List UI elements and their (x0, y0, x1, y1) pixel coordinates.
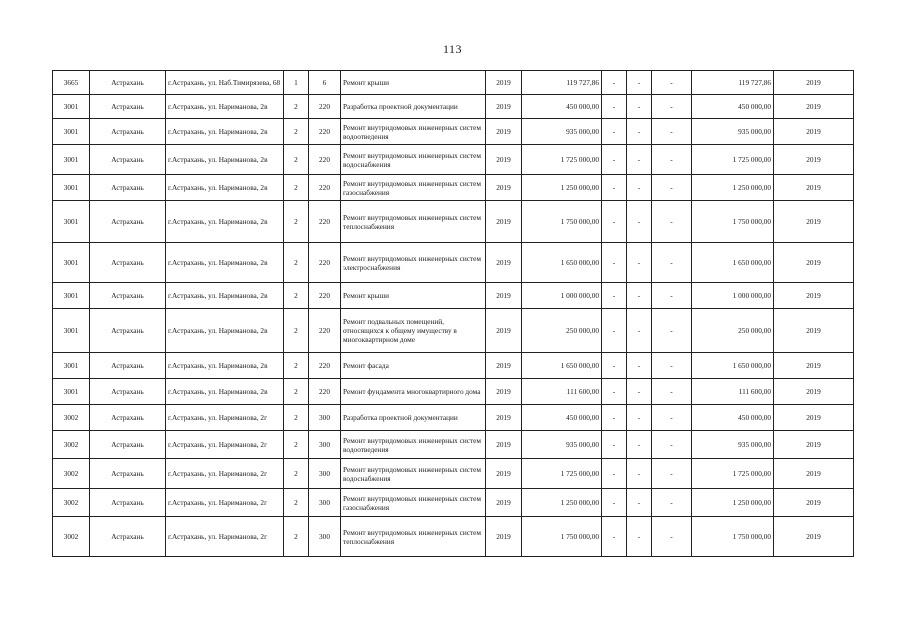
row-fund-b: - (627, 95, 652, 119)
repair-program-table (52, 70, 854, 557)
row-year-start: 2019 (486, 119, 522, 145)
row-year-start: 2019 (486, 283, 522, 309)
row-address: г.Астрахань, ул. Нариманова, 2в (166, 145, 284, 175)
row-work-type: Ремонт подвальных помещений, относящихся к общему имуществу в многоквартирном доме (341, 309, 486, 353)
table-row (53, 517, 854, 557)
table-row (53, 95, 854, 119)
row-year-end: 2019 (774, 309, 854, 353)
table-row (53, 175, 854, 201)
row-cost: 1 650 000,00 (522, 353, 602, 379)
row-fund-b: - (627, 353, 652, 379)
row-cost: 1 250 000,00 (522, 175, 602, 201)
row-owners-funds: 1 000 000,00 (692, 283, 774, 309)
row-fund-b: - (627, 145, 652, 175)
row-fund-b: - (627, 309, 652, 353)
row-year-start: 2019 (486, 71, 522, 95)
row-floors: 2 (284, 95, 309, 119)
row-fund-a: - (602, 175, 627, 201)
row-fund-a: - (602, 489, 627, 517)
row-city: Астрахань (90, 71, 166, 95)
row-year-end: 2019 (774, 405, 854, 431)
row-fund-a: - (602, 201, 627, 243)
table-row (53, 243, 854, 283)
row-entrances: 300 (309, 459, 341, 489)
row-year-end: 2019 (774, 95, 854, 119)
row-fund-c: - (652, 353, 692, 379)
row-fund-c: - (652, 145, 692, 175)
row-fund-b: - (627, 201, 652, 243)
row-address: г.Астрахань, ул. Нариманова, 2г (166, 517, 284, 557)
row-id: 3001 (53, 95, 90, 119)
row-fund-b: - (627, 489, 652, 517)
row-city: Астрахань (90, 145, 166, 175)
row-fund-c: - (652, 431, 692, 459)
row-fund-b: - (627, 379, 652, 405)
row-work-type: Ремонт крыши (341, 283, 486, 309)
row-cost: 935 000,00 (522, 119, 602, 145)
row-address: г.Астрахань, ул. Нариманова, 2в (166, 201, 284, 243)
row-id: 3002 (53, 517, 90, 557)
row-work-type: Ремонт внутридомовых инженерных систем газоснабжения (341, 175, 486, 201)
row-entrances: 300 (309, 489, 341, 517)
row-id: 3002 (53, 405, 90, 431)
row-cost: 119 727,86 (522, 71, 602, 95)
row-work-type: Ремонт внутридомовых инженерных систем водоотведения (341, 431, 486, 459)
row-address: г.Астрахань, ул. Нариманова, 2г (166, 431, 284, 459)
row-entrances: 220 (309, 379, 341, 405)
row-fund-a: - (602, 379, 627, 405)
row-cost: 1 650 000,00 (522, 243, 602, 283)
row-fund-c: - (652, 309, 692, 353)
row-fund-b: - (627, 283, 652, 309)
row-owners-funds: 111 600,00 (692, 379, 774, 405)
row-entrances: 220 (309, 309, 341, 353)
row-fund-a: - (602, 95, 627, 119)
row-year-end: 2019 (774, 489, 854, 517)
row-entrances: 220 (309, 145, 341, 175)
row-floors: 2 (284, 201, 309, 243)
row-floors: 2 (284, 431, 309, 459)
row-floors: 2 (284, 459, 309, 489)
row-fund-b: - (627, 405, 652, 431)
table-row (53, 283, 854, 309)
row-id: 3001 (53, 175, 90, 201)
row-year-start: 2019 (486, 95, 522, 119)
row-fund-a: - (602, 283, 627, 309)
row-fund-c: - (652, 175, 692, 201)
row-year-start: 2019 (486, 175, 522, 201)
row-year-end: 2019 (774, 379, 854, 405)
row-work-type: Ремонт внутридомовых инженерных систем теплоснабжения (341, 201, 486, 243)
row-fund-c: - (652, 517, 692, 557)
row-floors: 2 (284, 243, 309, 283)
table-row (53, 71, 854, 95)
table-row (53, 405, 854, 431)
row-city: Астрахань (90, 243, 166, 283)
row-entrances: 220 (309, 95, 341, 119)
row-address: г.Астрахань, ул. Нариманова, 2в (166, 243, 284, 283)
row-fund-a: - (602, 71, 627, 95)
row-year-start: 2019 (486, 459, 522, 489)
row-work-type: Ремонт фасада (341, 353, 486, 379)
row-floors: 2 (284, 119, 309, 145)
row-year-start: 2019 (486, 309, 522, 353)
row-cost: 1 750 000,00 (522, 517, 602, 557)
row-id: 3002 (53, 489, 90, 517)
row-entrances: 300 (309, 431, 341, 459)
row-owners-funds: 935 000,00 (692, 119, 774, 145)
row-fund-b: - (627, 243, 652, 283)
page-number: 113 (442, 42, 463, 56)
row-address: г.Астрахань, ул. Нариманова, 2в (166, 119, 284, 145)
row-cost: 1 725 000,00 (522, 459, 602, 489)
table-row (53, 379, 854, 405)
row-address: г.Астрахань, ул. Нариманова, 2в (166, 309, 284, 353)
row-city: Астрахань (90, 405, 166, 431)
row-city: Астрахань (90, 95, 166, 119)
row-work-type: Разработка проектной документации (341, 95, 486, 119)
row-year-start: 2019 (486, 405, 522, 431)
row-cost: 1 000 000,00 (522, 283, 602, 309)
row-entrances: 220 (309, 119, 341, 145)
row-city: Астрахань (90, 489, 166, 517)
row-work-type: Ремонт внутридомовых инженерных систем водоснабжения (341, 145, 486, 175)
row-entrances: 220 (309, 243, 341, 283)
row-id: 3001 (53, 309, 90, 353)
row-city: Астрахань (90, 175, 166, 201)
row-owners-funds: 1 750 000,00 (692, 517, 774, 557)
row-year-start: 2019 (486, 201, 522, 243)
row-fund-a: - (602, 243, 627, 283)
row-work-type: Ремонт внутридомовых инженерных систем теплоснабжения (341, 517, 486, 557)
row-year-end: 2019 (774, 283, 854, 309)
row-city: Астрахань (90, 379, 166, 405)
row-work-type: Ремонт внутридомовых инженерных систем электроснабжения (341, 243, 486, 283)
table-row (53, 145, 854, 175)
table-row (53, 353, 854, 379)
row-work-type: Ремонт крыши (341, 71, 486, 95)
row-owners-funds: 1 650 000,00 (692, 243, 774, 283)
row-address: г.Астрахань, ул. Нариманова, 2г (166, 489, 284, 517)
row-year-start: 2019 (486, 379, 522, 405)
row-entrances: 6 (309, 71, 341, 95)
row-fund-c: - (652, 119, 692, 145)
row-cost: 935 000,00 (522, 431, 602, 459)
row-year-end: 2019 (774, 201, 854, 243)
row-owners-funds: 1 250 000,00 (692, 175, 774, 201)
row-city: Астрахань (90, 309, 166, 353)
row-floors: 2 (284, 145, 309, 175)
row-owners-funds: 1 725 000,00 (692, 145, 774, 175)
row-entrances: 220 (309, 201, 341, 243)
row-entrances: 220 (309, 175, 341, 201)
row-cost: 1 250 000,00 (522, 489, 602, 517)
table-row (53, 309, 854, 353)
row-fund-c: - (652, 379, 692, 405)
row-owners-funds: 1 725 000,00 (692, 459, 774, 489)
row-fund-b: - (627, 517, 652, 557)
row-id: 3002 (53, 459, 90, 489)
row-address: г.Астрахань, ул. Нариманова, 2в (166, 95, 284, 119)
row-owners-funds: 1 650 000,00 (692, 353, 774, 379)
row-city: Астрахань (90, 353, 166, 379)
row-fund-a: - (602, 431, 627, 459)
row-cost: 450 000,00 (522, 95, 602, 119)
row-year-start: 2019 (486, 489, 522, 517)
row-floors: 2 (284, 517, 309, 557)
row-year-start: 2019 (486, 353, 522, 379)
row-city: Астрахань (90, 283, 166, 309)
row-work-type: Ремонт внутридомовых инженерных систем газоснабжения (341, 489, 486, 517)
row-address: г.Астрахань, ул. Нариманова, 2г (166, 405, 284, 431)
row-fund-a: - (602, 353, 627, 379)
row-owners-funds: 450 000,00 (692, 95, 774, 119)
row-fund-c: - (652, 243, 692, 283)
row-fund-c: - (652, 459, 692, 489)
row-address: г.Астрахань, ул. Нариманова, 2в (166, 175, 284, 201)
row-id: 3665 (53, 71, 90, 95)
table-body (53, 71, 854, 557)
row-fund-a: - (602, 459, 627, 489)
row-floors: 2 (284, 379, 309, 405)
row-id: 3001 (53, 201, 90, 243)
row-fund-b: - (627, 71, 652, 95)
row-year-start: 2019 (486, 145, 522, 175)
row-floors: 1 (284, 71, 309, 95)
row-floors: 2 (284, 175, 309, 201)
row-cost: 450 000,00 (522, 405, 602, 431)
row-floors: 2 (284, 353, 309, 379)
table-row (53, 119, 854, 145)
table-row (53, 431, 854, 459)
row-entrances: 220 (309, 353, 341, 379)
row-address: г.Астрахань, ул. Наб.Тимирязева, 68 (166, 71, 284, 95)
row-owners-funds: 935 000,00 (692, 431, 774, 459)
row-work-type: Ремонт внутридомовых инженерных систем водоотведения (341, 119, 486, 145)
row-city: Астрахань (90, 517, 166, 557)
row-cost: 111 600,00 (522, 379, 602, 405)
row-id: 3002 (53, 431, 90, 459)
row-work-type: Разработка проектной документации (341, 405, 486, 431)
row-cost: 1 750 000,00 (522, 201, 602, 243)
row-year-end: 2019 (774, 431, 854, 459)
row-year-end: 2019 (774, 175, 854, 201)
row-owners-funds: 450 000,00 (692, 405, 774, 431)
row-city: Астрахань (90, 119, 166, 145)
row-city: Астрахань (90, 201, 166, 243)
row-fund-c: - (652, 405, 692, 431)
row-owners-funds: 250 000,00 (692, 309, 774, 353)
row-owners-funds: 119 727,86 (692, 71, 774, 95)
row-floors: 2 (284, 309, 309, 353)
row-entrances: 300 (309, 405, 341, 431)
row-fund-b: - (627, 175, 652, 201)
row-id: 3001 (53, 145, 90, 175)
row-year-start: 2019 (486, 517, 522, 557)
table-row (53, 201, 854, 243)
table-row (53, 489, 854, 517)
row-year-end: 2019 (774, 243, 854, 283)
row-fund-b: - (627, 119, 652, 145)
row-fund-c: - (652, 489, 692, 517)
row-id: 3001 (53, 243, 90, 283)
row-entrances: 300 (309, 517, 341, 557)
row-owners-funds: 1 250 000,00 (692, 489, 774, 517)
row-floors: 2 (284, 405, 309, 431)
row-fund-a: - (602, 405, 627, 431)
row-fund-c: - (652, 201, 692, 243)
row-owners-funds: 1 750 000,00 (692, 201, 774, 243)
row-id: 3001 (53, 119, 90, 145)
row-fund-c: - (652, 283, 692, 309)
row-fund-a: - (602, 309, 627, 353)
row-floors: 2 (284, 489, 309, 517)
row-fund-a: - (602, 119, 627, 145)
row-city: Астрахань (90, 459, 166, 489)
row-year-end: 2019 (774, 145, 854, 175)
row-fund-a: - (602, 145, 627, 175)
row-work-type: Ремонт внутридомовых инженерных систем водоснабжения (341, 459, 486, 489)
table-row (53, 459, 854, 489)
row-cost: 1 725 000,00 (522, 145, 602, 175)
row-address: г.Астрахань, ул. Нариманова, 2в (166, 353, 284, 379)
row-fund-a: - (602, 517, 627, 557)
row-city: Астрахань (90, 431, 166, 459)
row-work-type: Ремонт фундамента многоквартирного дома (341, 379, 486, 405)
row-year-end: 2019 (774, 119, 854, 145)
row-year-end: 2019 (774, 517, 854, 557)
row-id: 3001 (53, 379, 90, 405)
row-year-end: 2019 (774, 459, 854, 489)
row-fund-b: - (627, 431, 652, 459)
row-address: г.Астрахань, ул. Нариманова, 2в (166, 283, 284, 309)
row-address: г.Астрахань, ул. Нариманова, 2г (166, 459, 284, 489)
row-cost: 250 000,00 (522, 309, 602, 353)
row-fund-b: - (627, 459, 652, 489)
row-fund-c: - (652, 95, 692, 119)
row-year-end: 2019 (774, 71, 854, 95)
row-year-start: 2019 (486, 431, 522, 459)
row-id: 3001 (53, 283, 90, 309)
row-year-end: 2019 (774, 353, 854, 379)
row-floors: 2 (284, 283, 309, 309)
row-address: г.Астрахань, ул. Нариманова, 2в (166, 379, 284, 405)
row-id: 3001 (53, 353, 90, 379)
row-entrances: 220 (309, 283, 341, 309)
row-fund-c: - (652, 71, 692, 95)
row-year-start: 2019 (486, 243, 522, 283)
